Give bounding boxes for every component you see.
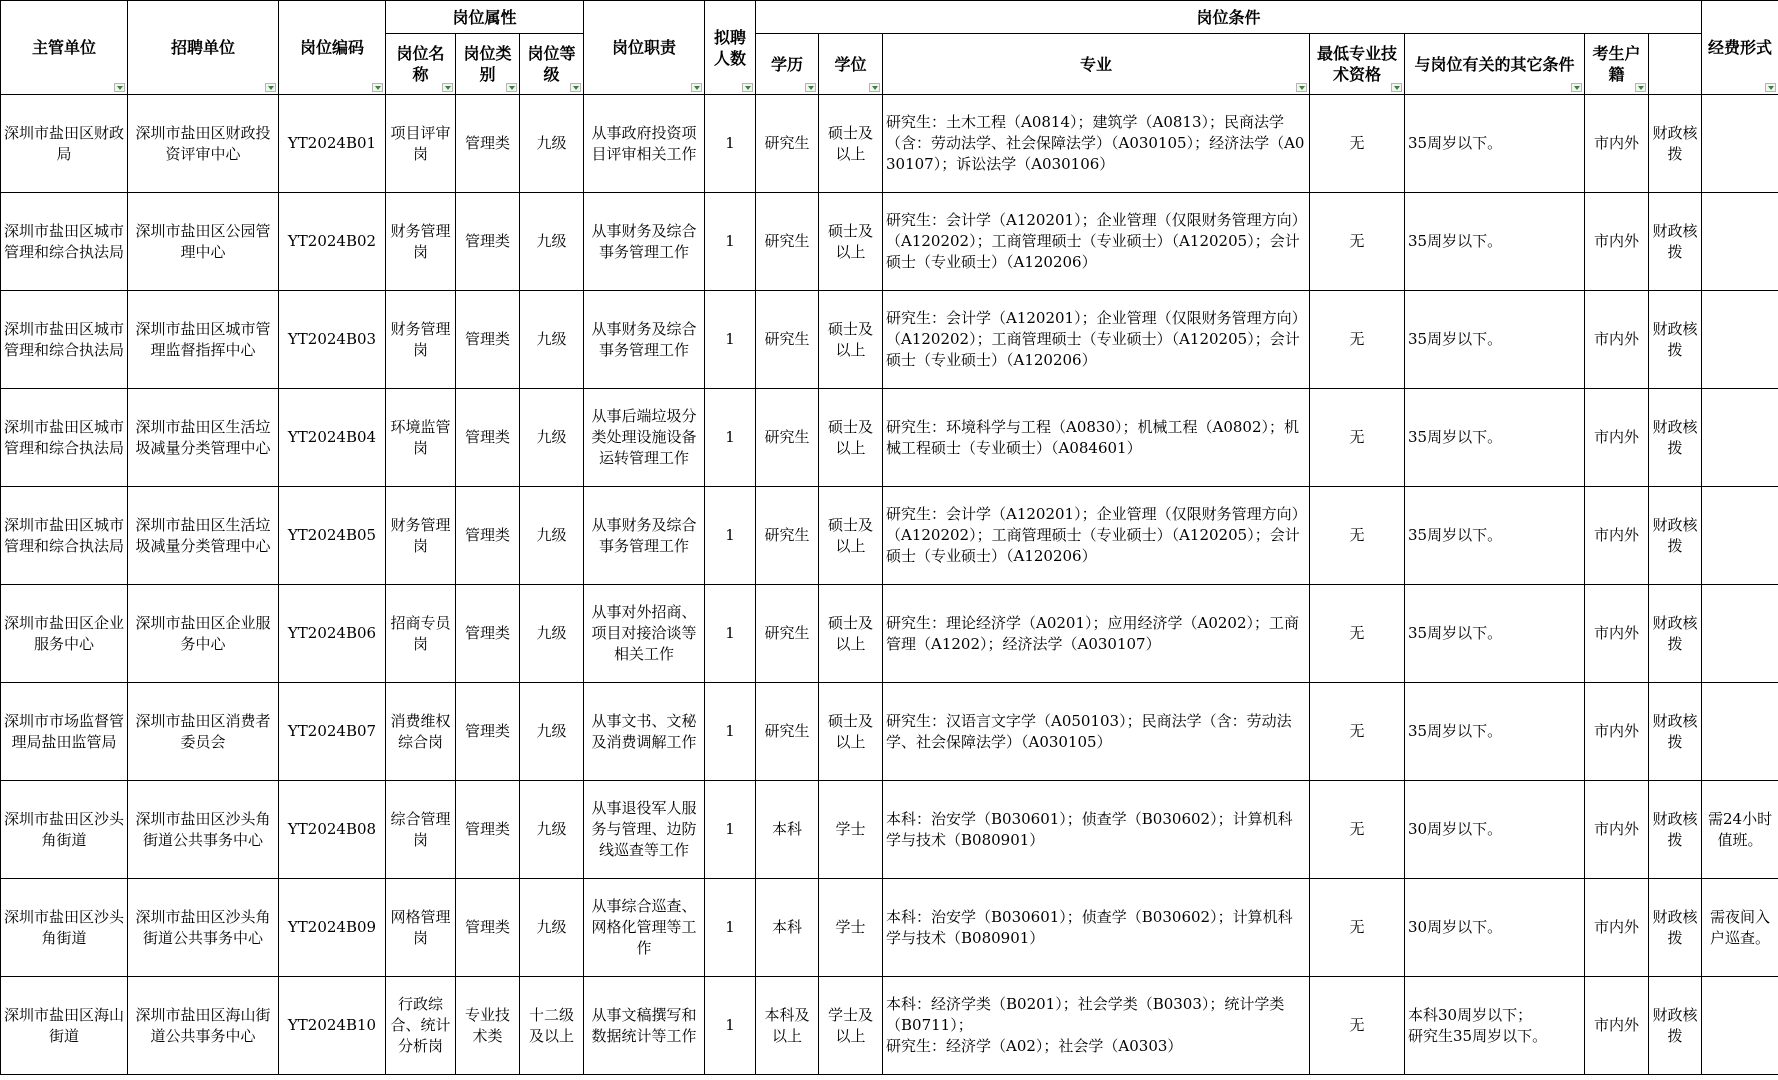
cell-zhuanye[interactable]: 本科：经济学类（B0201）；社会学类（B0303）；统计学类（B0711）； 研究生：经济学（A02）；社会学（A0303） — [883, 977, 1310, 1075]
table-row — [1, 291, 1778, 389]
cell-xuewei[interactable]: 硕士及以上 — [819, 487, 883, 585]
cell-bianma[interactable]: YT2024B05 — [279, 487, 386, 585]
cell-zige[interactable]: 无 — [1310, 683, 1405, 781]
cell-beizhu[interactable] — [1702, 389, 1778, 487]
cell-mingcheng[interactable]: 消费维权综合岗 — [386, 683, 456, 781]
header-zhuanye: 专业 — [883, 34, 1310, 95]
header-zige: 最低专业技术资格 — [1310, 34, 1405, 95]
cell-zhuanye[interactable]: 研究生：理论经济学（A0201）；应用经济学（A0202）；工商管理（A1202）；经济法学（A030107） — [883, 585, 1310, 683]
header-shuxing: 岗位属性 — [386, 1, 584, 34]
cell-zhize[interactable]: 从事对外招商、项目对接洽谈等相关工作 — [584, 585, 705, 683]
cell-beizhu[interactable] — [1702, 683, 1778, 781]
cell-zige[interactable]: 无 — [1310, 291, 1405, 389]
cell-leibie[interactable]: 管理类 — [456, 95, 520, 193]
cell-zige[interactable]: 无 — [1310, 389, 1405, 487]
cell-xueli[interactable]: 研究生 — [756, 389, 819, 487]
header-qita: 与岗位有关的其它条件 — [1405, 34, 1585, 95]
cell-zhuanye[interactable]: 研究生：会计学（A120201）；企业管理（仅限财务管理方向）（A120202）；工商管理硕士（专业硕士）（A120205）；会计硕士（专业硕士）（A120206） — [883, 291, 1310, 389]
header-zhuguan: 主管单位 — [1, 1, 128, 95]
cell-zhize[interactable]: 从事退役军人服务与管理、边防线巡查等工作 — [584, 781, 705, 879]
cell-zhize[interactable]: 从事文稿撰写和数据统计等工作 — [584, 977, 705, 1075]
cell-jingfei[interactable]: 财政核拨 — [1649, 389, 1702, 487]
cell-bianma[interactable]: YT2024B06 — [279, 585, 386, 683]
header-huji: 考生户籍 — [1585, 34, 1649, 95]
cell-zhuanye[interactable]: 研究生：汉语言文字学（A050103）；民商法学（含：劳动法学、社会保障法学）（A030105） — [883, 683, 1310, 781]
table-row — [1, 781, 1778, 879]
cell-dengji[interactable]: 九级 — [520, 487, 584, 585]
table-row — [1, 977, 1778, 1075]
header-dengji: 岗位等级 — [520, 34, 584, 95]
header-xuewei: 学位 — [819, 34, 883, 95]
cell-beizhu[interactable] — [1702, 291, 1778, 389]
cell-leibie[interactable]: 管理类 — [456, 781, 520, 879]
cell-xuewei[interactable]: 学士 — [819, 879, 883, 977]
cell-jingfei[interactable]: 财政核拨 — [1649, 95, 1702, 193]
cell-leibie[interactable]: 管理类 — [456, 193, 520, 291]
cell-dengji[interactable]: 九级 — [520, 683, 584, 781]
cell-zhuguan[interactable]: 深圳市盐田区财政局 — [1, 95, 128, 193]
cell-jingfei[interactable]: 财政核拨 — [1649, 977, 1702, 1075]
cell-xuewei[interactable]: 硕士及以上 — [819, 193, 883, 291]
cell-zhaopin[interactable]: 深圳市盐田区海山街道公共事务中心 — [128, 977, 279, 1075]
table-row — [1, 487, 1778, 585]
cell-bianma[interactable]: YT2024B02 — [279, 193, 386, 291]
cell-renshu[interactable]: 1 — [705, 879, 756, 977]
cell-mingcheng[interactable]: 招商专员岗 — [386, 585, 456, 683]
header-zhaopin: 招聘单位 — [128, 1, 279, 95]
filter-dropdown-icon[interactable] — [691, 83, 702, 92]
cell-zige[interactable]: 无 — [1310, 879, 1405, 977]
cell-jingfei[interactable]: 财政核拨 — [1649, 291, 1702, 389]
cell-qita[interactable]: 30周岁以下。 — [1405, 879, 1585, 977]
filter-dropdown-icon[interactable] — [265, 83, 276, 92]
cell-jingfei[interactable]: 财政核拨 — [1649, 585, 1702, 683]
cell-zige[interactable]: 无 — [1310, 193, 1405, 291]
cell-zhuanye[interactable]: 研究生：会计学（A120201）；企业管理（仅限财务管理方向）（A120202）；工商管理硕士（专业硕士）（A120205）；会计硕士（专业硕士）（A120206） — [883, 193, 1310, 291]
cell-leibie[interactable]: 管理类 — [456, 487, 520, 585]
cell-zige[interactable]: 无 — [1310, 487, 1405, 585]
cell-xueli[interactable]: 本科及以上 — [756, 977, 819, 1075]
cell-xueli[interactable]: 研究生 — [756, 683, 819, 781]
cell-zige[interactable]: 无 — [1310, 95, 1405, 193]
cell-huji[interactable]: 市内外 — [1585, 683, 1649, 781]
cell-mingcheng[interactable]: 财务管理岗 — [386, 291, 456, 389]
cell-leibie[interactable]: 管理类 — [456, 683, 520, 781]
cell-renshu[interactable]: 1 — [705, 291, 756, 389]
cell-zhaopin[interactable]: 深圳市盐田区财政投资评审中心 — [128, 95, 279, 193]
cell-mingcheng[interactable]: 项目评审岗 — [386, 95, 456, 193]
filter-dropdown-icon[interactable] — [372, 83, 383, 92]
cell-dengji[interactable]: 九级 — [520, 193, 584, 291]
cell-beizhu[interactable] — [1702, 977, 1778, 1075]
cell-xuewei[interactable]: 学士 — [819, 781, 883, 879]
header-xueli: 学历 — [756, 34, 819, 95]
cell-zhuanye[interactable]: 本科：治安学（B030601）；侦查学（B030602）；计算机科学与技术（B080901） — [883, 879, 1310, 977]
filter-dropdown-icon[interactable] — [570, 83, 581, 92]
cell-leibie[interactable]: 管理类 — [456, 585, 520, 683]
cell-leibie[interactable]: 专业技术类 — [456, 977, 520, 1075]
header-bianma: 岗位编码 — [279, 1, 386, 95]
cell-zhaopin[interactable]: 深圳市盐田区企业服务中心 — [128, 585, 279, 683]
cell-zhuanye[interactable]: 研究生：土木工程（A0814）；建筑学（A0813）；民商法学（含：劳动法学、社会保障法学）（A030105）；经济法学（A030107）；诉讼法学（A030106） — [883, 95, 1310, 193]
cell-zhuguan[interactable]: 深圳市盐田区海山街道 — [1, 977, 128, 1075]
cell-xuewei[interactable]: 硕士及以上 — [819, 683, 883, 781]
cell-xuewei[interactable]: 硕士及以上 — [819, 291, 883, 389]
filter-dropdown-icon[interactable] — [1571, 83, 1582, 92]
cell-renshu[interactable]: 1 — [705, 389, 756, 487]
cell-zhuguan[interactable]: 深圳市盐田区企业服务中心 — [1, 585, 128, 683]
cell-xuewei[interactable]: 硕士及以上 — [819, 95, 883, 193]
cell-beizhu[interactable] — [1702, 487, 1778, 585]
filter-dropdown-icon[interactable] — [869, 83, 880, 92]
cell-xueli[interactable]: 研究生 — [756, 487, 819, 585]
cell-xueli[interactable]: 本科 — [756, 781, 819, 879]
cell-bianma[interactable]: YT2024B04 — [279, 389, 386, 487]
cell-renshu[interactable]: 1 — [705, 487, 756, 585]
cell-zhuguan[interactable]: 深圳市盐田区沙头角街道 — [1, 781, 128, 879]
cell-xueli[interactable]: 研究生 — [756, 585, 819, 683]
cell-dengji[interactable]: 九级 — [520, 585, 584, 683]
cell-zhize[interactable]: 从事财务及综合事务管理工作 — [584, 487, 705, 585]
cell-dengji[interactable]: 九级 — [520, 879, 584, 977]
cell-beizhu[interactable]: 需24小时值班。 — [1702, 781, 1778, 879]
cell-zhaopin[interactable]: 深圳市盐田区沙头角街道公共事务中心 — [128, 781, 279, 879]
cell-zige[interactable]: 无 — [1310, 781, 1405, 879]
cell-zhuanye[interactable]: 研究生：环境科学与工程（A0830）；机械工程（A0802）；机械工程硕士（专业硕士）（A084601） — [883, 389, 1310, 487]
cell-xuewei[interactable]: 学士及以上 — [819, 977, 883, 1075]
cell-qita[interactable]: 35周岁以下。 — [1405, 585, 1585, 683]
cell-beizhu[interactable] — [1702, 585, 1778, 683]
filter-dropdown-icon[interactable] — [1296, 83, 1307, 92]
cell-zhize[interactable]: 从事政府投资项目评审相关工作 — [584, 95, 705, 193]
cell-bianma[interactable]: YT2024B01 — [279, 95, 386, 193]
cell-zhuguan[interactable]: 深圳市盐田区城市管理和综合执法局 — [1, 389, 128, 487]
cell-dengji[interactable]: 九级 — [520, 291, 584, 389]
cell-beizhu[interactable] — [1702, 95, 1778, 193]
cell-qita[interactable]: 35周岁以下。 — [1405, 389, 1585, 487]
cell-renshu[interactable]: 1 — [705, 193, 756, 291]
cell-renshu[interactable]: 1 — [705, 95, 756, 193]
cell-jingfei[interactable]: 财政核拨 — [1649, 781, 1702, 879]
header-zhize: 岗位职责 — [584, 1, 705, 95]
cell-zhuguan[interactable]: 深圳市盐田区城市管理和综合执法局 — [1, 487, 128, 585]
cell-zhaopin[interactable]: 深圳市盐田区城市管理监督指挥中心 — [128, 291, 279, 389]
cell-qita[interactable]: 本科30周岁以下； 研究生35周岁以下。 — [1405, 977, 1585, 1075]
cell-zige[interactable]: 无 — [1310, 585, 1405, 683]
table-row — [1, 585, 1778, 683]
cell-qita[interactable]: 35周岁以下。 — [1405, 487, 1585, 585]
cell-huji[interactable]: 市内外 — [1585, 193, 1649, 291]
cell-zhize[interactable]: 从事财务及综合事务管理工作 — [584, 193, 705, 291]
cell-leibie[interactable]: 管理类 — [456, 879, 520, 977]
cell-zhuguan[interactable]: 深圳市盐田区沙头角街道 — [1, 879, 128, 977]
cell-zhuanye[interactable]: 本科：治安学（B030601）；侦查学（B030602）；计算机科学与技术（B080901） — [883, 781, 1310, 879]
cell-beizhu[interactable] — [1702, 193, 1778, 291]
cell-huji[interactable]: 市内外 — [1585, 977, 1649, 1075]
filter-dropdown-icon[interactable] — [1635, 83, 1646, 92]
cell-leibie[interactable]: 管理类 — [456, 389, 520, 487]
cell-bianma[interactable]: YT2024B09 — [279, 879, 386, 977]
filter-dropdown-icon[interactable] — [1391, 83, 1402, 92]
cell-zhize[interactable]: 从事综合巡查、网格化管理等工作 — [584, 879, 705, 977]
header-mingcheng: 岗位名称 — [386, 34, 456, 95]
cell-zige[interactable]: 无 — [1310, 977, 1405, 1075]
cell-zhuguan[interactable]: 深圳市市场监督管理局盐田监管局 — [1, 683, 128, 781]
table-row — [1, 683, 1778, 781]
cell-mingcheng[interactable]: 环境监管岗 — [386, 389, 456, 487]
cell-zhize[interactable]: 从事财务及综合事务管理工作 — [584, 291, 705, 389]
cell-xuewei[interactable]: 硕士及以上 — [819, 585, 883, 683]
filter-dropdown-icon[interactable] — [114, 83, 125, 92]
cell-zhuanye[interactable]: 研究生：会计学（A120201）；企业管理（仅限财务管理方向）（A120202）；工商管理硕士（专业硕士）（A120205）；会计硕士（专业硕士）（A120206） — [883, 487, 1310, 585]
cell-dengji[interactable]: 九级 — [520, 781, 584, 879]
cell-huji[interactable]: 市内外 — [1585, 585, 1649, 683]
filter-dropdown-icon[interactable] — [1765, 83, 1776, 92]
cell-xueli[interactable]: 研究生 — [756, 193, 819, 291]
filter-dropdown-icon[interactable] — [742, 83, 753, 92]
cell-xueli[interactable]: 研究生 — [756, 95, 819, 193]
cell-zhaopin[interactable]: 深圳市盐田区生活垃圾减量分类管理中心 — [128, 487, 279, 585]
table-row — [1, 389, 1778, 487]
cell-dengji[interactable]: 九级 — [520, 389, 584, 487]
cell-zhuguan[interactable]: 深圳市盐田区城市管理和综合执法局 — [1, 291, 128, 389]
cell-bianma[interactable]: YT2024B10 — [279, 977, 386, 1075]
table-row — [1, 193, 1778, 291]
cell-bianma[interactable]: YT2024B07 — [279, 683, 386, 781]
cell-leibie[interactable]: 管理类 — [456, 291, 520, 389]
cell-zhize[interactable]: 从事后端垃圾分类处理设施设备运转管理工作 — [584, 389, 705, 487]
cell-renshu[interactable]: 1 — [705, 585, 756, 683]
cell-mingcheng[interactable]: 行政综合、统计分析岗 — [386, 977, 456, 1075]
cell-zhuguan[interactable]: 深圳市盐田区城市管理和综合执法局 — [1, 193, 128, 291]
table-row — [1, 879, 1778, 977]
cell-zhaopin[interactable]: 深圳市盐田区公园管理中心 — [128, 193, 279, 291]
cell-huji[interactable]: 市内外 — [1585, 781, 1649, 879]
cell-huji[interactable]: 市内外 — [1585, 389, 1649, 487]
cell-jingfei[interactable]: 财政核拨 — [1649, 487, 1702, 585]
cell-renshu[interactable]: 1 — [705, 683, 756, 781]
header-renshu: 拟聘人数 — [705, 1, 756, 95]
filter-dropdown-icon[interactable] — [442, 83, 453, 92]
header-leibie: 岗位类别 — [456, 34, 520, 95]
cell-jingfei[interactable]: 财政核拨 — [1649, 879, 1702, 977]
cell-bianma[interactable]: YT2024B08 — [279, 781, 386, 879]
cell-qita[interactable]: 35周岁以下。 — [1405, 291, 1585, 389]
cell-dengji[interactable]: 九级 — [520, 95, 584, 193]
cell-mingcheng[interactable]: 财务管理岗 — [386, 193, 456, 291]
table-body — [1, 95, 1778, 1075]
cell-huji[interactable]: 市内外 — [1585, 291, 1649, 389]
cell-zhaopin[interactable]: 深圳市盐田区沙头角街道公共事务中心 — [128, 879, 279, 977]
cell-mingcheng[interactable]: 综合管理岗 — [386, 781, 456, 879]
cell-huji[interactable]: 市内外 — [1585, 879, 1649, 977]
table-row — [1, 95, 1778, 193]
cell-xuewei[interactable]: 硕士及以上 — [819, 389, 883, 487]
cell-xueli[interactable]: 研究生 — [756, 291, 819, 389]
cell-beizhu[interactable]: 需夜间入户巡查。 — [1702, 879, 1778, 977]
cell-qita[interactable]: 30周岁以下。 — [1405, 781, 1585, 879]
cell-jingfei[interactable]: 财政核拨 — [1649, 193, 1702, 291]
cell-renshu[interactable]: 1 — [705, 781, 756, 879]
cell-bianma[interactable]: YT2024B03 — [279, 291, 386, 389]
cell-qita[interactable]: 35周岁以下。 — [1405, 193, 1585, 291]
header-tiaojian: 岗位条件 — [756, 1, 1702, 34]
cell-qita[interactable]: 35周岁以下。 — [1405, 95, 1585, 193]
cell-jingfei[interactable]: 财政核拨 — [1649, 683, 1702, 781]
header-jingfei: 经费形式 — [1702, 1, 1778, 95]
cell-renshu[interactable]: 1 — [705, 977, 756, 1075]
filter-dropdown-icon[interactable] — [506, 83, 517, 92]
cell-qita[interactable]: 35周岁以下。 — [1405, 683, 1585, 781]
cell-mingcheng[interactable]: 网格管理岗 — [386, 879, 456, 977]
cell-huji[interactable]: 市内外 — [1585, 95, 1649, 193]
cell-huji[interactable]: 市内外 — [1585, 487, 1649, 585]
cell-zhize[interactable]: 从事文书、文秘及消费调解工作 — [584, 683, 705, 781]
filter-dropdown-icon[interactable] — [805, 83, 816, 92]
cell-mingcheng[interactable]: 财务管理岗 — [386, 487, 456, 585]
cell-zhaopin[interactable]: 深圳市盐田区生活垃圾减量分类管理中心 — [128, 389, 279, 487]
cell-zhaopin[interactable]: 深圳市盐田区消费者委员会 — [128, 683, 279, 781]
cell-dengji[interactable]: 十二级及以上 — [520, 977, 584, 1075]
cell-xueli[interactable]: 本科 — [756, 879, 819, 977]
